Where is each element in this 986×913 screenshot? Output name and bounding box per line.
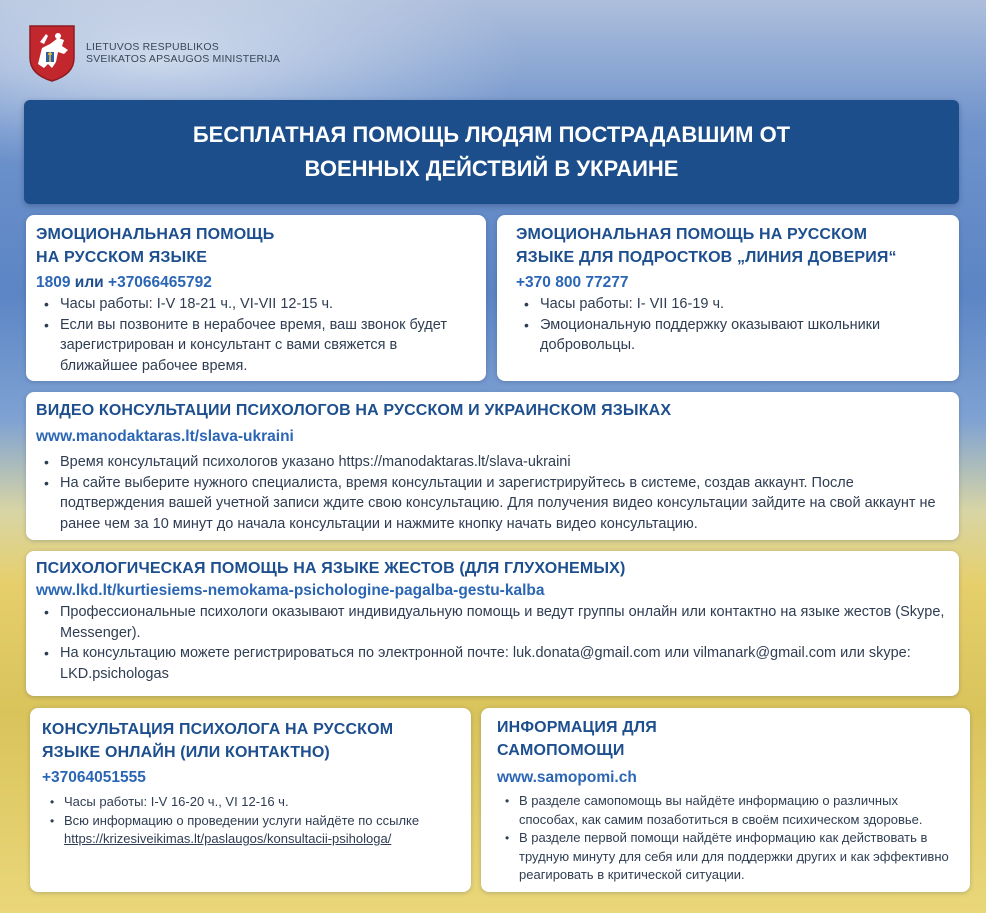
- info-list: [36, 452, 947, 534]
- info-list: [516, 294, 947, 356]
- list-item: • Часы работы: I-V 16-20 ч., VI 12-16 ч.: [42, 793, 461, 812]
- card-video-consultations: [26, 392, 959, 540]
- card-emotional-help-russian: [26, 215, 486, 381]
- list-item: • На консультацию можете регистрироваться по электронной почте: luk.donata@gmail.com или vilmanark@gmail.com или skype: LKD.psichologas: [36, 643, 947, 684]
- list-item: • В разделе самопомощь вы найдёте информацию о различных способах, как самим позаботиться в своём психическом здоровье.: [497, 792, 960, 829]
- ministry-header: [28, 24, 280, 82]
- list-item: • Время консультаций психологов указано https://manodaktaras.lt/slava-ukraini: [36, 452, 947, 473]
- card-title: ЭМОЦИОНАЛЬНАЯ ПОМОЩЬ НА РУССКОМ ЯЗЫКЕ: [36, 226, 275, 266]
- card-title: ИНФОРМАЦИЯ ДЛЯ САМОПОМОЩИ: [497, 719, 657, 759]
- phone-link[interactable]: +37064051555: [42, 769, 146, 786]
- phone-link-1809[interactable]: 1809: [36, 274, 71, 291]
- page-title: БЕСПЛАТНАЯ ПОМОЩЬ ЛЮДЯМ ПОСТРАДАВШИМ ОТ ВОЕННЫХ ДЕЙСТВИЙ В УКРАИНЕ: [192, 122, 791, 181]
- list-item: • В разделе первой помощи найдёте информацию как действовать в трудную минуту для себя или для поддержки других и как эффективно реагировать в критической ситуации.: [497, 829, 960, 885]
- card-self-help-info: [481, 708, 970, 892]
- list-item: • Эмоциональную поддержку оказывают школьники добровольцы.: [516, 315, 947, 356]
- info-list: [42, 793, 461, 849]
- list-item: • Часы работы: I- VII 16-19 ч.: [516, 294, 947, 315]
- card-teens-helpline: [497, 215, 959, 381]
- website-link[interactable]: www.lkd.lt/kurtiesiems-nemokama-psichologine-pagalba-gestu-kalba: [36, 582, 545, 599]
- website-link[interactable]: www.manodaktaras.lt/slava-ukraini: [36, 428, 294, 445]
- list-item: • Если вы позвоните в нерабочее время, ваш звонок будет зарегистрирован и консультант с вами свяжется в ближайшее рабочее время.: [36, 315, 474, 377]
- phone-link[interactable]: +370 800 77277: [516, 274, 629, 291]
- card-sign-language-help: [26, 551, 959, 696]
- list-item: • Часы работы: I-V 18-21 ч., VI-VII 12-15 ч.: [36, 294, 474, 315]
- title-banner: [24, 100, 959, 204]
- website-link[interactable]: www.samopomi.ch: [497, 769, 637, 786]
- phone-link-main[interactable]: +37066465792: [108, 274, 212, 291]
- card-online-consultation: [30, 708, 471, 892]
- info-list: [497, 792, 960, 885]
- list-item: • На сайте выберите нужного специалиста, время консультации и зарегистрируйтесь в системе, создав аккаунт. После подтверждения вашей учетной записи ждите свою консультацию. Для получения видео консультации зайдите на свой аккаунт не ранее чем за 10 минут до начала консультации и нажмите кнопку начать видео консультацию.: [36, 473, 947, 535]
- info-list: [36, 602, 947, 684]
- info-list: [36, 294, 474, 376]
- card-title: КОНСУЛЬТАЦИЯ ПСИХОЛОГА НА РУССКОМ ЯЗЫКЕ ОНЛАЙН (ИЛИ КОНТАКТНО): [42, 721, 394, 761]
- card-title: ЭМОЦИОНАЛЬНАЯ ПОМОЩЬ НА РУССКОМ ЯЗЫКЕ ДЛЯ ПОДРОСТКОВ „ЛИНИЯ ДОВЕРИЯ“: [516, 226, 897, 266]
- ministry-name: LIETUVOS RESPUBLIKOS SVEIKATOS APSAUGOS MINISTERIJA: [86, 40, 281, 65]
- phone-numbers: 1809 или +37066465792: [36, 274, 212, 291]
- list-item: • Всю информацию о проведении услуги найдёте по ссылке https://krizesiveikimas.lt/paslaugos/konsultacii-psihologa/: [42, 812, 461, 849]
- list-item: • Профессиональные психологи оказывают индивидуальную помощь и ведут группы онлайн или контактно на языке жестов (Skype, Messenger).: [36, 602, 947, 643]
- krizesiveikimas-link[interactable]: https://krizesiveikimas.lt/paslaugos/konsultacii-psihologa/: [64, 831, 392, 846]
- coat-of-arms-icon: [28, 24, 76, 82]
- card-title: ПСИХОЛОГИЧЕСКАЯ ПОМОЩЬ НА ЯЗЫКЕ ЖЕСТОВ (ДЛЯ ГЛУХОНЕМЫХ): [36, 560, 626, 577]
- card-title: ВИДЕО КОНСУЛЬТАЦИИ ПСИХОЛОГОВ НА РУССКОМ И УКРАИНСКОМ ЯЗЫКАХ: [36, 402, 672, 419]
